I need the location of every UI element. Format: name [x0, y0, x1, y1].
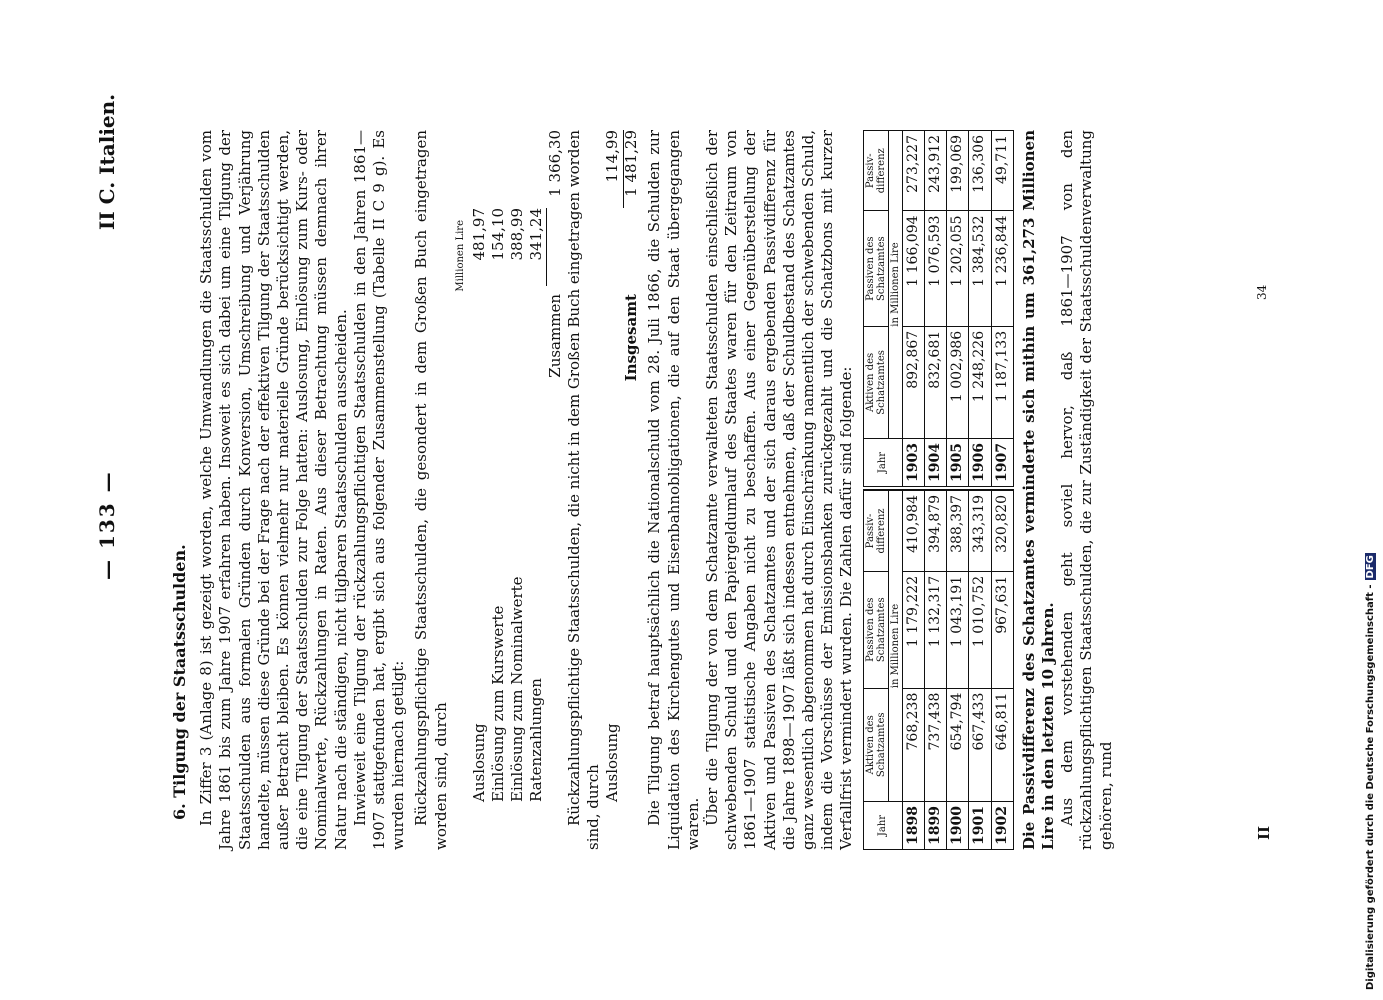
dfg-stamp-text: Digitalisierung gefördert durch die Deutsche Forschungsgemeinschaft -	[1365, 584, 1376, 990]
dfg-stamp	[1365, 10, 1379, 990]
signature-mark: II	[1255, 825, 1273, 840]
total-row: Insgesamt 1 481,29	[622, 130, 641, 382]
table-row: 1907 1 187,133 1 236,844 49,711	[991, 131, 1013, 489]
paragraph-2: Inwieweit eine Tilgung der rückzahlungspflichtigen Staatsschulden in den Jahren 1861—1907 stattgefunden hat, ergibt sich aus folgender Zusammenstellung (Tabelle II C 9 g). Es wurden hiernach getilgt:	[350, 130, 408, 850]
paragraph-1: In Ziffer 3 (Anlage 8) ist gezeigt worden, welche Umwandlungen die Staatsschulden vom Jahre 1861 bis zum Jahre 1907 erfahren haben. Insoweit es sich dabei um eine Tilgung der Staatsschulden aus formalen Gründen durch Konversion, Umschreibung und Verjährung handelte, müssen diese Gründe bei der Frage nach der effektiven Tilgung der Staatsschulden außer Betracht bleiben. Es können vielmehr nur materielle Gründe berücksichtigt werden, die eine Tilgung der Staatsschulden zur Folge hatten: Auslosung, Einlösung zum Kurs- oder Nominalwerte, Rückzahlungen in Raten. Aus dieser Betrachtung müssen demnach ihrer Natur nach die ständigen, nicht tilgbaren Staatsschulden ausscheiden.	[197, 130, 350, 850]
table-row: 1898 768,238 1 179,222 410,984	[902, 491, 924, 850]
list-item: Einlösung zum Nominalwerte 388,99	[508, 208, 527, 802]
paragraph-4: Über die Tilgung der von dem Schatzamte verwalteten Staatsschulden einschließlich der schwebenden Schuld und den Papiergeldumlauf des Staates waren für den Zeitraum von 1861—1907 statistische Angaben nicht zu beschaffen. Aus einer Gegenüberstellung der Aktiven und Passiven des Schatzamtes und der sich daraus ergebenden Passivdifferenz für die Jahre 1898—1907 läßt sich indessen entnehmen, daß der Schuldbestand des Schatzamtes ganz wesentlich abgenommen hat durch Einschränkung namentlich der schwebenden Schuld, indem die Vorschüsse der Emissionsbanken zurückgezahlt und die Schatzbons mit kurzer Verfallfrist vermindert wurden. Die Zahlen dafür sind folgende:	[703, 130, 856, 850]
amortization-list	[412, 130, 641, 850]
table-row: 1901 667,433 1 010,752 343,319	[969, 491, 991, 850]
paragraph-6: Aus dem vorstehenden geht soviel hervor, daß 1861—1907 von den rückzahlungspflichtigen Staatsschulden, die zur Zuständigkeit der Staatsschuldenverwaltung gehören, rund	[1058, 130, 1115, 850]
list-item: Einlösung zum Kurswerte 154,10	[489, 208, 508, 802]
subtotal-row: Zusammen 1 366,30	[546, 130, 565, 378]
table-row: 1902 646,811 967,631 320,820	[991, 491, 1013, 850]
table-row: 1905 1 002,986 1 202,055 199,069	[947, 131, 969, 489]
unit-label: Millionen Lire	[454, 220, 466, 292]
list-intro: Rückzahlungspflichtige Staatsschulden, die gesondert in dem Großen Buch eingetragen worden sind, durch	[412, 130, 450, 850]
table-row: 1900 654,794 1 043,191 388,397	[947, 491, 969, 850]
sheet-number: 34	[1255, 284, 1269, 300]
treasury-tables	[863, 130, 1014, 850]
list-item: Auslosung 481,97	[470, 208, 489, 802]
paragraph-5: Die Passivdifferenz des Schatzamtes verminderte sich mithin um 361,273 Millionen Lire in den letzten 10 Jahren.	[1019, 130, 1057, 850]
dfg-logo: DFG	[1365, 555, 1376, 579]
section-title: 6. Tilgung der Staatsschulden.	[170, 544, 189, 820]
running-header: II C. Italien.	[95, 93, 119, 230]
table-row: 1904 832,681 1 076,593 243,912	[924, 131, 946, 489]
table-row: 1906 1 248,226 1 384,532 136,306	[969, 131, 991, 489]
table-row: 1899 737,438 1 132,317 394,879	[924, 491, 946, 850]
table-row: 1903 892,867 1 166,094 273,227	[902, 131, 924, 489]
list-item: Auslosung 114,99	[603, 130, 622, 850]
treasury-table-right: Jahr Aktiven des Schatzamtes Passiven des Schatzamtes Passiv-differenz in Millionen Lire 1903 892,867 1 166,094 273,227 1904 832,681 1 076,593 243,912 1905 1 002,986 1 202,055 199,069 1906 1 248,226 1 384,532 136,306 1907 1 187,133 1 236,844 49,711	[863, 130, 1014, 490]
page-body	[170, 130, 1116, 850]
treasury-table-left: Jahr Aktiven des Schatzamtes Passiven des Schatzamtes Passiv-differenz in Millionen Lire 1898 768,238 1 179,222 410,984 1899 737,438 1 132,317 394,879 1900 654,794 1 043,191 388,397 1901 667,433 1 010,752 343,319 1902 646,811 967,631 320,820	[863, 490, 1014, 850]
list-intro-2: Rückzahlungspflichtige Staatsschulden, die nicht in dem Großen Buch eingetragen worden sind, durch	[565, 130, 603, 850]
page-number: — 133 —	[95, 470, 119, 580]
paragraph-3: Die Tilgung betraf hauptsächlich die Nationalschuld vom 28. Juli 1866, die Schulden zur Liquidation des Kirchengutes und Eisenbahnobligationen, die auf den Staat übergegangen waren.	[645, 130, 702, 850]
list-item: Ratenzahlungen 341,24	[527, 130, 546, 850]
